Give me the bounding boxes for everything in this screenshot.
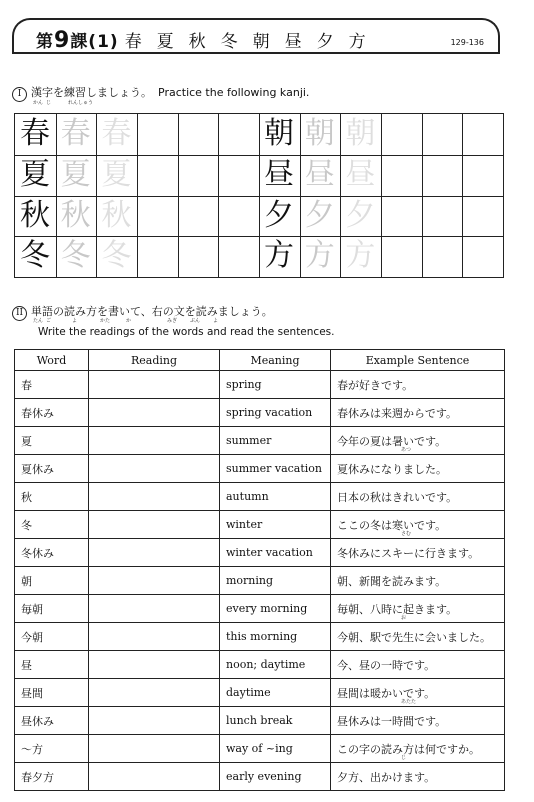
trace-kanji[interactable]: 朝: [345, 116, 376, 151]
example-ruby: お: [401, 615, 407, 621]
example-sentence-text: 今、昼の一時です。: [337, 658, 436, 672]
meaning-cell: autumn: [220, 483, 331, 511]
reading-input-cell[interactable]: [89, 567, 220, 595]
table-row: [15, 427, 505, 455]
trace-kanji[interactable]: 夏: [60, 156, 91, 192]
model-kanji: 朝: [264, 116, 295, 151]
word-cell: 夏: [15, 427, 89, 455]
meaning-cell: morning: [220, 567, 331, 595]
table-row: [15, 567, 505, 595]
reading-input-cell[interactable]: [89, 763, 220, 791]
example-ruby: あたた: [401, 699, 417, 705]
trace-kanji[interactable]: 昼: [304, 156, 335, 192]
model-kanji: 夕: [264, 197, 295, 233]
ruby: よ: [72, 318, 78, 324]
ruby: みぎ: [167, 318, 178, 324]
example-sentence-text: 春休みは来週からです。: [337, 406, 458, 420]
table-row: [15, 707, 505, 735]
example-sentence-text: 冬休みにスキーに行きます。: [337, 546, 480, 560]
column-header-reading: Reading: [89, 350, 220, 371]
example-sentence-text: ここの冬は寒いです。: [337, 518, 447, 532]
lesson-number: 9: [54, 28, 71, 53]
model-kanji: 方: [264, 238, 295, 274]
table-row: [15, 511, 505, 539]
example-sentence-cell: [331, 427, 505, 455]
trace-kanji[interactable]: 方: [345, 238, 376, 274]
example-sentence-cell: [331, 539, 505, 567]
lesson-header: [12, 18, 500, 54]
section-2-heading: [12, 303, 273, 321]
example-sentence-text: 夏休みになりました。: [337, 462, 447, 476]
meaning-cell: early evening: [220, 763, 331, 791]
trace-kanji[interactable]: 夏: [101, 156, 132, 192]
page-range: 129-136: [450, 38, 484, 47]
word-cell: 朝: [15, 567, 89, 595]
example-sentence-cell: [331, 595, 505, 623]
trace-kanji[interactable]: 冬: [101, 238, 132, 274]
word-cell: 〜方: [15, 735, 89, 763]
word-cell: 毎朝: [15, 595, 89, 623]
ruby: か: [126, 318, 132, 324]
trace-kanji[interactable]: 夕: [304, 197, 335, 233]
word-cell: 今朝: [15, 623, 89, 651]
reading-input-cell[interactable]: [89, 483, 220, 511]
kanji-practice-grid: [14, 113, 504, 278]
trace-kanji[interactable]: 春: [101, 116, 132, 151]
ruby: たん: [33, 318, 44, 324]
model-kanji: 春: [20, 116, 50, 151]
example-ruby: じ: [401, 755, 407, 761]
meaning-cell: way of ~ing: [220, 735, 331, 763]
reading-input-cell[interactable]: [89, 707, 220, 735]
section-2-mark: II: [12, 306, 27, 321]
word-cell: 夏休み: [15, 455, 89, 483]
example-sentence-cell: [331, 371, 505, 399]
vocabulary-table: [14, 349, 505, 791]
model-kanji: 秋: [20, 197, 50, 233]
section-2-title-jp: 単語の読み方を書いて、右の文を読みましょう。: [31, 305, 273, 318]
example-sentence-text: 今年の夏は暑いです。: [337, 434, 447, 448]
section-1-mark: I: [12, 87, 27, 102]
example-sentence-text: 今朝、駅で先生に会いました。: [337, 630, 491, 644]
meaning-cell: summer vacation: [220, 455, 331, 483]
trace-kanji[interactable]: 夕: [345, 197, 376, 233]
column-header-word: Word: [15, 350, 89, 371]
model-kanji: 冬: [20, 238, 50, 274]
reading-input-cell[interactable]: [89, 455, 220, 483]
reading-input-cell[interactable]: [89, 679, 220, 707]
meaning-cell: this morning: [220, 623, 331, 651]
word-cell: 昼間: [15, 679, 89, 707]
word-cell: 昼: [15, 651, 89, 679]
table-row: [15, 595, 505, 623]
example-sentence-cell: [331, 483, 505, 511]
trace-kanji[interactable]: 春: [60, 116, 91, 151]
reading-input-cell[interactable]: [89, 371, 220, 399]
example-sentence-cell: [331, 735, 505, 763]
example-sentence-cell: [331, 455, 505, 483]
word-cell: 春休み: [15, 399, 89, 427]
example-sentence-cell: [331, 567, 505, 595]
trace-kanji[interactable]: 冬: [60, 238, 91, 274]
ruby: じ: [46, 100, 52, 106]
example-sentence-cell: [331, 623, 505, 651]
reading-input-cell[interactable]: [89, 623, 220, 651]
ruby: よ: [213, 318, 219, 324]
lesson-prefix: 第: [36, 32, 54, 52]
word-cell: 春夕方: [15, 763, 89, 791]
meaning-cell: winter vacation: [220, 539, 331, 567]
model-kanji: 昼: [264, 156, 295, 192]
section-1-title-en: Practice the following kanji.: [158, 86, 310, 99]
table-row: [15, 483, 505, 511]
meaning-cell: lunch break: [220, 707, 331, 735]
ruby: ぶん: [190, 318, 201, 324]
ruby: かん: [33, 100, 44, 106]
lesson-suffix: 課(1): [70, 32, 119, 52]
trace-kanji[interactable]: 秋: [101, 197, 132, 233]
reading-input-cell[interactable]: [89, 511, 220, 539]
table-row: [15, 651, 505, 679]
lesson-kanji-line: 春夏秋冬朝昼夕方: [124, 32, 381, 52]
example-sentence-text: 朝、新聞を読みます。: [337, 574, 447, 588]
ruby: ご: [46, 318, 52, 324]
example-sentence-text: 昼間は暖かいです。: [337, 686, 436, 700]
reading-input-cell[interactable]: [89, 399, 220, 427]
example-sentence-cell: [331, 511, 505, 539]
ruby: れんしゅう: [68, 100, 94, 106]
meaning-cell: daytime: [220, 679, 331, 707]
table-row: [15, 679, 505, 707]
vocabulary-table-body: [15, 371, 505, 791]
reading-input-cell[interactable]: [89, 539, 220, 567]
meaning-cell: spring: [220, 371, 331, 399]
ruby: かた: [100, 318, 111, 324]
word-cell: 昼休み: [15, 707, 89, 735]
meaning-cell: summer: [220, 427, 331, 455]
example-sentence-cell: [331, 399, 505, 427]
column-header-meaning: Meaning: [220, 350, 331, 371]
example-sentence-text: この字の読み方は何ですか。: [337, 742, 480, 756]
section-2-title-en: Write the readings of the words and read the sentences.: [38, 326, 335, 338]
reading-input-cell[interactable]: [89, 427, 220, 455]
table-row: [15, 399, 505, 427]
example-ruby: さむ: [401, 531, 412, 537]
meaning-cell: noon; daytime: [220, 651, 331, 679]
word-cell: 秋: [15, 483, 89, 511]
example-sentence-text: 日本の秋はきれいです。: [337, 490, 458, 504]
model-kanji: 夏: [20, 156, 50, 192]
meaning-cell: every morning: [220, 595, 331, 623]
table-row: [15, 539, 505, 567]
meaning-cell: winter: [220, 511, 331, 539]
trace-kanji[interactable]: 秋: [60, 197, 91, 233]
column-header-example: Example Sentence: [331, 350, 505, 371]
table-header-row: [15, 350, 505, 371]
example-sentence-cell: [331, 651, 505, 679]
table-row: [15, 763, 505, 791]
table-row: [15, 623, 505, 651]
lesson-title: [36, 27, 381, 53]
example-sentence-text: 昼休みは一時間です。: [337, 714, 447, 728]
example-sentence-cell: [331, 707, 505, 735]
table-row: [15, 455, 505, 483]
word-cell: 冬休み: [15, 539, 89, 567]
section-1-heading: [12, 84, 309, 102]
section-1-title-jp: 漢字を練習しましょう。: [31, 86, 152, 99]
example-sentence-text: 毎朝、八時に起きます。: [337, 602, 458, 616]
example-sentence-cell: [331, 679, 505, 707]
word-cell: 冬: [15, 511, 89, 539]
trace-kanji[interactable]: 朝: [304, 116, 335, 151]
word-cell: 春: [15, 371, 89, 399]
meaning-cell: spring vacation: [220, 399, 331, 427]
reading-input-cell[interactable]: [89, 735, 220, 763]
table-row: [15, 371, 505, 399]
reading-input-cell[interactable]: [89, 651, 220, 679]
example-ruby: あつ: [401, 447, 412, 453]
trace-kanji[interactable]: 昼: [345, 156, 376, 192]
example-sentence-text: 夕方、出かけます。: [337, 770, 436, 784]
trace-kanji[interactable]: 方: [304, 238, 335, 274]
reading-input-cell[interactable]: [89, 595, 220, 623]
example-sentence-text: 春が好きです。: [337, 378, 414, 392]
example-sentence-cell: [331, 763, 505, 791]
table-row: [15, 735, 505, 763]
